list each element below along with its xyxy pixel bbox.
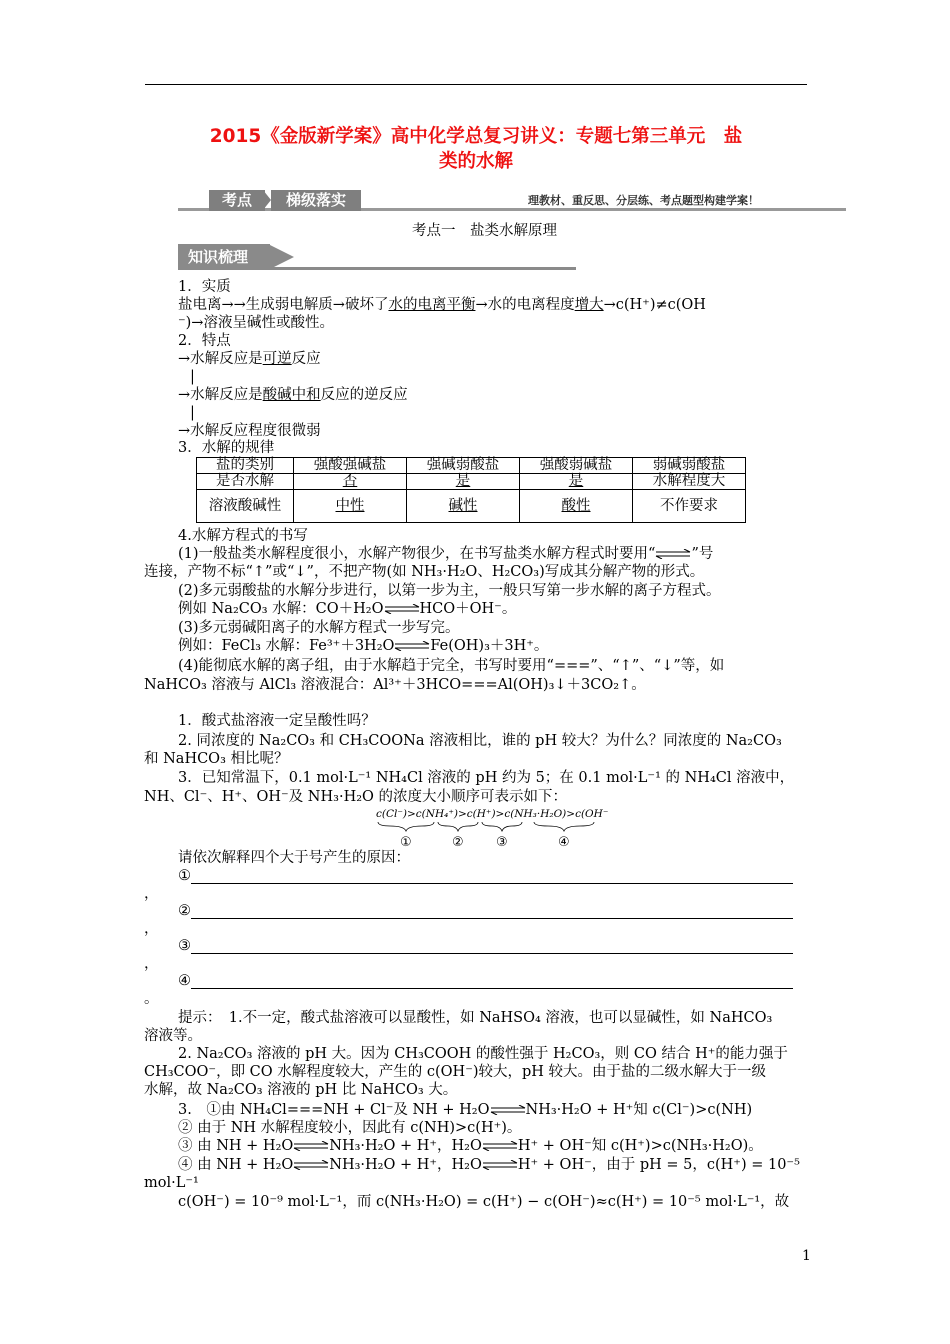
- hint-3c-1: ③ 由 NH + H₂O: [178, 1138, 294, 1154]
- table-cell: [407, 490, 520, 523]
- hint-3-line-3: [178, 1138, 763, 1155]
- document-title: [140, 124, 812, 174]
- brace-2: [438, 822, 478, 831]
- table-cell: 不作要求: [633, 490, 746, 523]
- p4-3-ex-a: 例如：FeCl₃ 水解：Fe³⁺＋3H₂O: [178, 638, 395, 654]
- blank-end-4: 。: [144, 991, 159, 1007]
- table-cell-value: 是: [568, 473, 584, 489]
- p2-bar-1: |: [190, 369, 195, 385]
- hint-1-line-2: 溶液等。: [144, 1028, 202, 1044]
- hint-3a-2: NH₃·H₂O + H⁺知 c(Cl⁻)>c(NH): [525, 1102, 753, 1118]
- banner-arrow-icon: [263, 190, 271, 210]
- blank-number: ③: [178, 938, 191, 954]
- hint-3a-1: 3. ①由 NH₄Cl===NH + Cl⁻及 NH + H₂O: [178, 1102, 490, 1118]
- equilibrium-arrow-icon: [384, 604, 420, 614]
- diagram-label-3: ③: [496, 835, 508, 850]
- banner-slogan: 理教材、重反思、分层练、考点题型构建学案！: [528, 194, 759, 207]
- equilibrium-arrow-icon: [394, 641, 430, 651]
- p4-2-line: (2)多元弱酸盐的水解分步进行，以第一步为主，一般只写第一步水解的离子方程式。: [178, 583, 721, 599]
- brace-diagram: [376, 806, 608, 850]
- table-row: [197, 490, 746, 523]
- p1-underline-1: 水的电离平衡: [388, 297, 476, 313]
- answer-blank-4[interactable]: [178, 973, 793, 989]
- p2-l1-a: →水解反应是: [178, 351, 263, 367]
- brace-1: [378, 822, 434, 831]
- p1-text-c: →c(H⁺)≠c(OH: [603, 297, 706, 313]
- blank-number: ④: [178, 973, 191, 989]
- p2-heading: 2．特点: [178, 333, 231, 349]
- p1-underline-2: 增大: [574, 297, 604, 313]
- question-3-line-2: NH、Cl⁻、H⁺、OH⁻及 NH₃·H₂O 的浓度大小顺序可表示如下：: [144, 789, 568, 805]
- question-3-instruction: 请依次解释四个大于号产生的原因：: [178, 850, 410, 866]
- p1-line-2: ⁻)→溶液呈碱性或酸性。: [178, 315, 334, 331]
- hydrolysis-rules-table: [196, 457, 746, 523]
- blank-end-3: ，: [144, 956, 159, 972]
- p4-4-line-1: (4)能彻底水解的离子组，由于水解趋于完全，书写时要用“===”、“↑”、“↓”等，如: [178, 658, 725, 674]
- p1-text-b: →水的电离程度: [475, 297, 575, 313]
- question-3-line-1: 3．已知常温下，0.1 mol·L⁻¹ NH₄Cl 溶液的 pH 约为 5；在 0.1 mol·L⁻¹ 的 NH₄Cl 溶液中，: [178, 770, 795, 786]
- table-cell: [294, 474, 407, 490]
- p1-heading: 1．实质: [178, 279, 231, 295]
- diagram-label-2: ②: [452, 835, 464, 850]
- concentration-order-diagram: [376, 806, 608, 850]
- table-cell-value: 否: [342, 473, 358, 489]
- banner-tab-tiji: 梯级落实: [271, 190, 361, 211]
- p4-1-line-2: 连接，产物不标“↑”或“↓”，不把产物(如 NH₃·H₂O、H₂CO₃)写成其分解产物的形式。: [144, 564, 705, 580]
- p3-heading: 3．水解的规律: [178, 440, 275, 456]
- table-cell-value: 碱性: [448, 497, 478, 514]
- p1-line: [178, 297, 706, 314]
- table-cell-value: 是: [455, 473, 471, 489]
- p4-3-example: [178, 638, 548, 655]
- hint-2-line-1: 2. Na₂CO₃ 溶液的 pH 大。因为 CH₃COOH 的酸性强于 H₂CO₃，则 CO 结合 H⁺的能力强于: [178, 1046, 788, 1062]
- blank-end-1: ，: [144, 886, 159, 902]
- diagram-label-1: ①: [400, 835, 412, 850]
- blank-line[interactable]: [191, 904, 793, 919]
- p1-text-a: 盐电离→→生成弱电解质→破坏了: [178, 297, 389, 313]
- p2-l2-b: 反应的逆反应: [320, 387, 408, 403]
- p4-2-ex-b: HCO＋OH⁻。: [419, 601, 517, 617]
- table-cell: 溶液酸碱性: [197, 490, 294, 523]
- table-row: [197, 474, 746, 490]
- table-cell-value: 酸性: [561, 497, 591, 514]
- blank-line[interactable]: [191, 939, 793, 954]
- equilibrium-arrow-icon: [293, 1141, 329, 1151]
- table-cell: 盐的类别: [197, 458, 294, 474]
- table-cell: [407, 474, 520, 490]
- blank-line[interactable]: [191, 974, 793, 989]
- hint-3-line-1: [178, 1102, 752, 1119]
- question-2-line-2: 和 NaHCO₃ 相比呢？: [144, 751, 289, 767]
- p4-4-line-2: NaHCO₃ 溶液与 AlCl₃ 溶液混合：Al³⁺＋3HCO===Al(OH)₃↓＋3CO₂↑。: [144, 677, 646, 693]
- table-cell: [520, 474, 633, 490]
- table-cell-value: 中性: [335, 497, 365, 514]
- question-2-line-1: 2. 同浓度的 Na₂CO₃ 和 CH₃COONa 溶液相比，谁的 pH 较大？为什么？同浓度的 Na₂CO₃: [178, 733, 782, 749]
- blank-line[interactable]: [191, 869, 793, 884]
- table-cell: [294, 490, 407, 523]
- p4-3-line: (3)多元弱碱阳离子的水解方程式一步写完。: [178, 620, 460, 636]
- title-line-1: 2015《金版新学案》高中化学总复习讲义：专题七第三单元 盐: [209, 126, 743, 147]
- hint-3c-3: H⁺ + OH⁻知 c(H⁺)>c(NH₃·H₂O)。: [517, 1138, 763, 1154]
- equilibrium-arrow-icon: [655, 549, 691, 559]
- brace-3: [482, 822, 522, 831]
- banner-tab-kaodian: 考点: [209, 190, 265, 211]
- page-number: 1: [802, 1248, 811, 1264]
- blank-end-2: ，: [144, 921, 159, 937]
- p4-1-text-end: ”号: [691, 546, 714, 562]
- blank-number: ②: [178, 903, 191, 919]
- table-cell: 强碱弱酸盐: [407, 458, 520, 474]
- hint-3c-2: NH₃·H₂O + H⁺，H₂O: [329, 1138, 482, 1154]
- table-cell: 强酸弱碱盐: [520, 458, 633, 474]
- answer-blank-3[interactable]: [178, 938, 793, 954]
- hint-3-line-6: c(OH⁻) = 10⁻⁹ mol·L⁻¹，而 c(NH₃·H₂O) = c(H⁺) − c(OH⁻)≈c(H⁺) = 10⁻⁵ mol·L⁻¹，故: [178, 1194, 790, 1210]
- p2-bar-2: |: [190, 405, 195, 421]
- blank-number: ①: [178, 868, 191, 884]
- hint-1-line-1: [178, 1010, 772, 1027]
- p4-1-text: (1)一般盐类水解程度很小，水解产物很少，在书写盐类水解方程式时要用“: [178, 546, 656, 562]
- p2-l2-underline: 酸碱中和: [262, 387, 321, 403]
- p2-line-2: [178, 387, 408, 404]
- equilibrium-arrow-icon: [482, 1141, 518, 1151]
- knowledge-box-arrow-icon: [268, 244, 294, 270]
- hint-3-line-2: ② 由于 NH 水解程度较小，因此有 c(NH)>c(H⁺)。: [178, 1120, 522, 1136]
- hint-3d-2: NH₃·H₂O + H⁺，H₂O: [329, 1157, 482, 1173]
- question-1: 1．酸式盐溶液一定呈酸性吗？: [178, 713, 376, 729]
- answer-blank-2[interactable]: [178, 903, 793, 919]
- p2-l2-a: →水解反应是: [178, 387, 263, 403]
- table-cell: 弱碱弱酸盐: [633, 458, 746, 474]
- hint-1-text: 提示： 1.不一定，酸式盐溶液可以显酸性，如 NaHSO₄ 溶液，也可以显碱性，如 NaHCO₃: [178, 1010, 773, 1026]
- p4-heading: 4.水解方程式的书写: [178, 528, 308, 544]
- table-cell: 水解程度大: [633, 474, 746, 490]
- table-cell: 强酸强碱盐: [294, 458, 407, 474]
- p4-3-ex-b: Fe(OH)₃＋3H⁺。: [430, 638, 549, 654]
- title-line-2: 类的水解: [438, 151, 513, 172]
- top-rule: [145, 84, 807, 85]
- table-cell: 是否水解: [197, 474, 294, 490]
- section-title: 考点一 盐类水解原理: [412, 223, 557, 239]
- hint-3-line-5: mol·L⁻¹: [144, 1175, 199, 1191]
- p2-line-1: [178, 351, 321, 368]
- diagram-expression: c(Cl⁻)>c(NH₄⁺)>c(H⁺)>c(NH₃·H₂O)>c(OH⁻): [376, 808, 608, 820]
- p2-line-3: →水解反应程度很微弱: [178, 423, 321, 439]
- p2-l1-b: 反应: [291, 351, 321, 367]
- p4-2-ex-a: 例如 Na₂CO₃ 水解：CO＋H₂O: [178, 601, 384, 617]
- equilibrium-arrow-icon: [482, 1160, 518, 1170]
- answer-blank-1[interactable]: [178, 868, 793, 884]
- p2-l1-underline: 可逆: [262, 351, 292, 367]
- p4-1-line-1: [178, 546, 713, 563]
- diagram-label-4: ④: [558, 835, 570, 850]
- brace-4: [534, 822, 594, 831]
- p4-2-example: [178, 601, 516, 618]
- table-cell: [520, 490, 633, 523]
- table-row: [197, 458, 746, 474]
- hint-3-line-4: [178, 1157, 800, 1174]
- hint-3d-1: ④ 由 NH + H₂O: [178, 1157, 294, 1173]
- hint-3d-3: H⁺ + OH⁻，由于 pH = 5，c(H⁺) = 10⁻⁵: [517, 1157, 800, 1173]
- equilibrium-arrow-icon: [490, 1105, 526, 1115]
- knowledge-box-label: 知识梳理: [178, 244, 270, 270]
- hint-2-line-3: 水解，故 Na₂CO₃ 溶液的 pH 比 NaHCO₃ 大。: [144, 1082, 458, 1098]
- hint-2-line-2: CH₃COO⁻，即 CO 水解程度较大，产生的 c(OH⁻)较大，pH 较大。由于盐的二级水解大于一级: [144, 1064, 767, 1080]
- equilibrium-arrow-icon: [293, 1160, 329, 1170]
